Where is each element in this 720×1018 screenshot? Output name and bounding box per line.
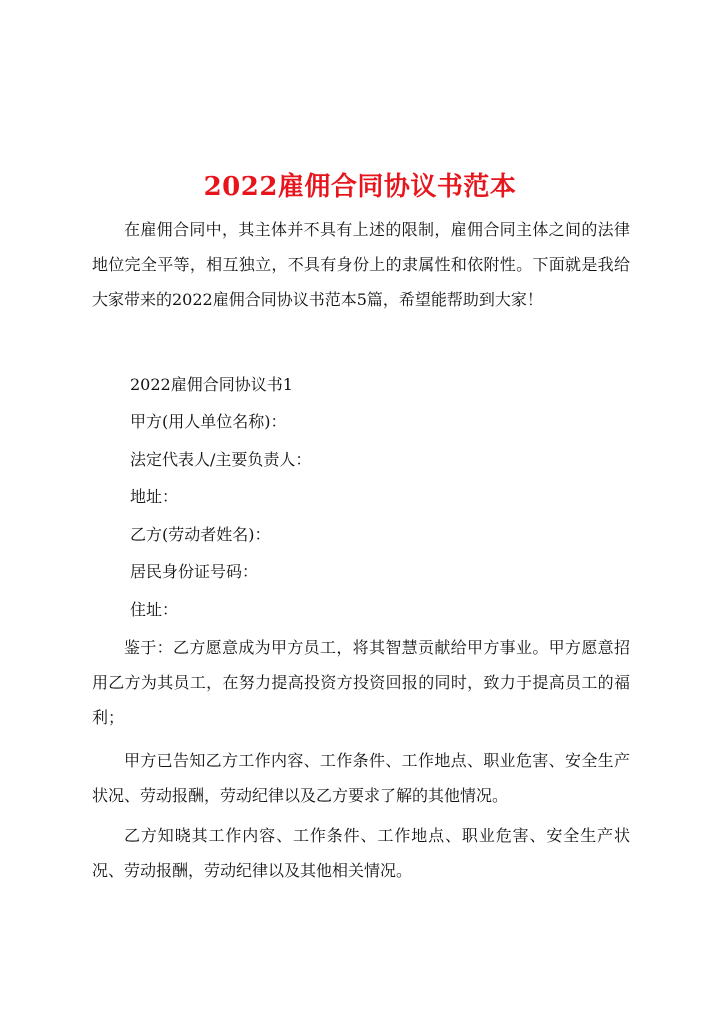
section-title: 2022雇佣合同协议书1: [130, 375, 293, 394]
clause-paragraph: 乙方知晓其工作内容、工作条件、工作地点、职业危害、安全生产状况、劳动报酬，劳动纪律以及其他相关情况。: [92, 826, 630, 880]
party-a-field: 甲方(用人单位名称)：: [130, 412, 287, 431]
legal-representative-field: 法定代表人/主要负责人：: [130, 450, 312, 469]
clause-paragraph: 鉴于：乙方愿意成为甲方员工，将其智慧贡献给甲方事业。甲方愿意招用乙方为其员工，在努力提高投资方投资回报的同时，致力于提高员工的福利；: [92, 638, 630, 727]
party-b-field: 乙方(劳动者姓名)：: [130, 525, 271, 544]
clause-paragraph: 甲方已告知乙方工作内容、工作条件、工作地点、职业危害、安全生产状况、劳动报酬，劳动纪律以及乙方要求了解的其他情况。: [92, 751, 630, 805]
address-field: 地址：: [130, 487, 179, 506]
intro-paragraph: 在雇佣合同中，其主体并不具有上述的限制，雇佣合同主体之间的法律地位完全平等，相互独立，不具有身份上的隶属性和依附性。下面就是我给大家带来的2022雇佣合同协议书范本5篇，希望能帮助到大家！: [92, 220, 630, 309]
id-number-field: 居民身份证号码：: [130, 562, 259, 581]
document-title: 2022雇佣合同协议书范本: [203, 172, 517, 203]
residence-field: 住址：: [130, 600, 179, 619]
